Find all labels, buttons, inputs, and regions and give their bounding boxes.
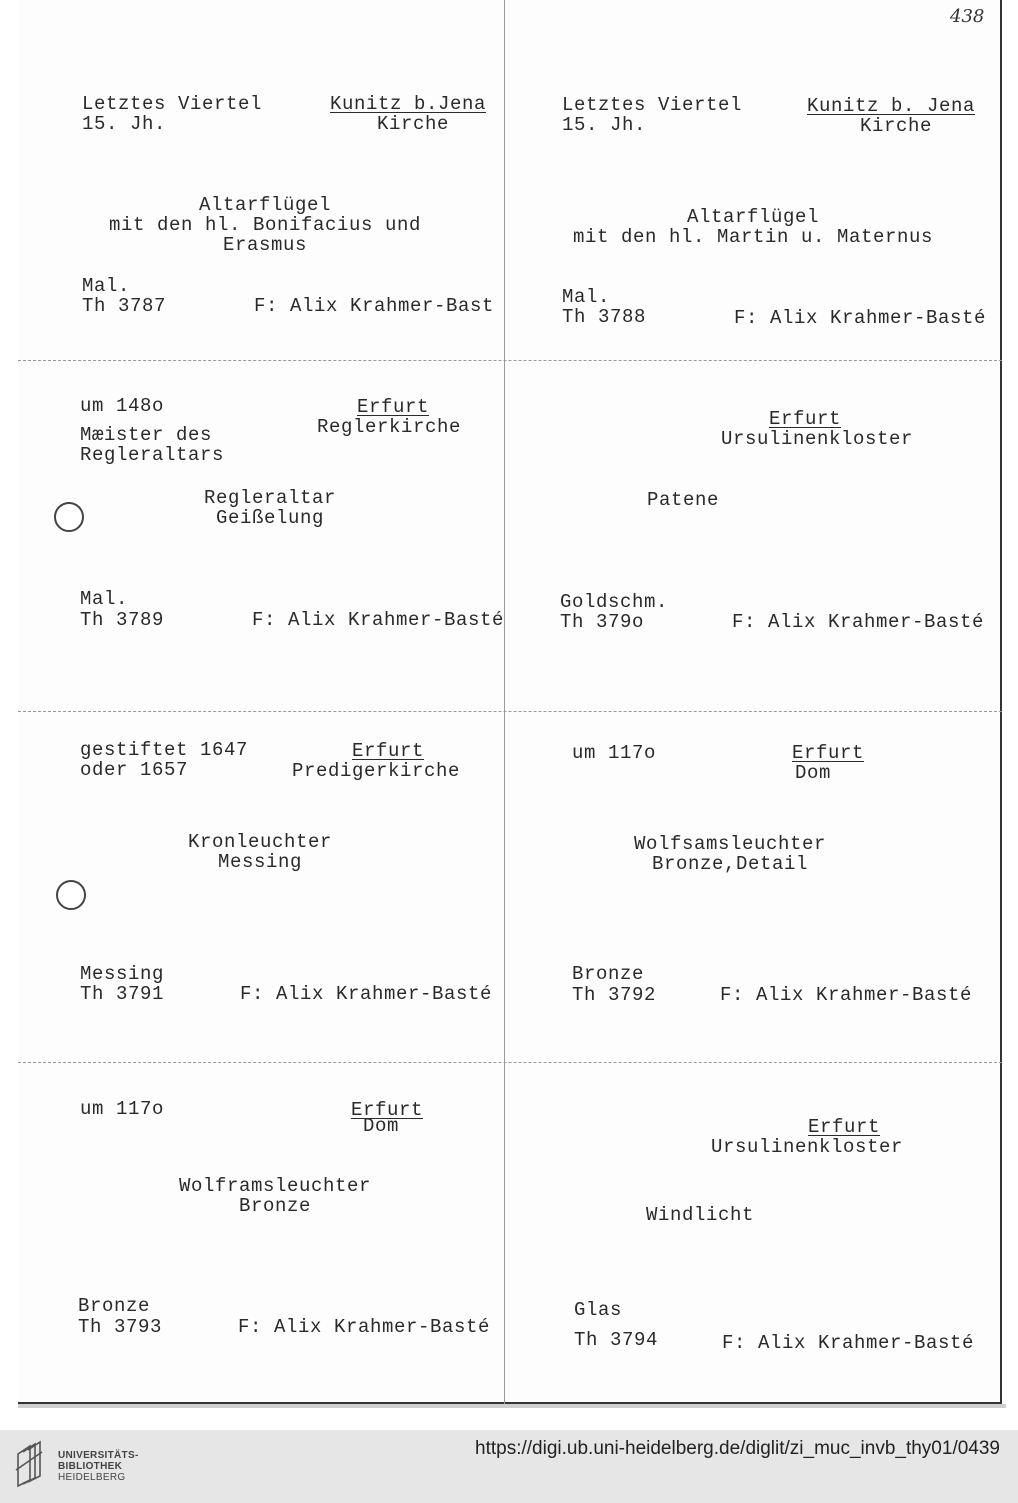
card-photographer: F: Alix Krahmer-Basté bbox=[720, 984, 973, 1006]
card-divider-vertical bbox=[504, 0, 505, 1404]
card-building: Kirche bbox=[859, 115, 932, 137]
card-signature: Th 3788 bbox=[562, 306, 647, 328]
card-signature: Th 3789 bbox=[80, 609, 165, 631]
card-photographer: F: Alix Krahmer-Bast bbox=[254, 295, 495, 317]
punch-hole bbox=[54, 502, 84, 532]
library-logo-icon bbox=[12, 1440, 52, 1488]
card-divider-horizontal bbox=[18, 1062, 1002, 1063]
card-location: Erfurt bbox=[807, 1116, 880, 1138]
card-title: Wolfsamsleuchter Bronze,Detail bbox=[633, 833, 827, 875]
logo-line-2: BIBLIOTHEK bbox=[58, 1461, 123, 1472]
card-category: Mal. bbox=[82, 275, 131, 297]
footer-bar bbox=[0, 1430, 1018, 1503]
card-category: Messing bbox=[80, 963, 165, 985]
card-building: Reglerkirche bbox=[316, 416, 462, 438]
card-category: Mal. bbox=[562, 286, 611, 308]
card-title: Wolframsleuchter Bronze bbox=[178, 1175, 372, 1217]
card-location: Kunitz b.Jena bbox=[329, 93, 487, 115]
card-date: Letztes Viertel 15. Jh. bbox=[82, 93, 263, 135]
card-building: Ursulinenkloster bbox=[720, 428, 914, 450]
card-photographer: F: Alix Krahmer-Basté bbox=[734, 307, 987, 329]
card-building: Dom bbox=[362, 1115, 399, 1137]
card-signature: Th 3793 bbox=[78, 1316, 163, 1338]
card-photographer: F: Alix Krahmer-Basté bbox=[722, 1332, 975, 1354]
page-number: 438 bbox=[950, 6, 985, 27]
card-title: Kronleuchter Messing bbox=[187, 831, 333, 873]
card-signature: Th 3787 bbox=[82, 295, 167, 317]
library-logo-text bbox=[58, 1450, 139, 1483]
card-location: Erfurt bbox=[356, 396, 429, 418]
card-signature: Th 3791 bbox=[80, 983, 165, 1005]
card-title: Altarflügel mit den hl. Bonifacius und Erasmus bbox=[108, 194, 422, 256]
card-divider-horizontal bbox=[18, 360, 1002, 361]
card-artist: Mæister des Regleraltars bbox=[80, 424, 225, 466]
card-title: Patene bbox=[646, 489, 719, 511]
card-category: Bronze bbox=[572, 963, 645, 985]
punch-hole bbox=[56, 880, 86, 910]
card-location: Erfurt bbox=[768, 408, 841, 430]
card-date: um 117o bbox=[572, 742, 657, 764]
card-building: Ursulinenkloster bbox=[710, 1136, 904, 1158]
card-photographer: F: Alix Krahmer-Basté bbox=[240, 983, 493, 1005]
card-category: Bronze bbox=[78, 1295, 151, 1317]
card-building: Kirche bbox=[376, 113, 449, 135]
card-signature: Th 3794 bbox=[574, 1329, 659, 1351]
card-date: Letztes Viertel 15. Jh. bbox=[562, 94, 743, 136]
card-date: um 117o bbox=[80, 1098, 165, 1120]
logo-line-1: UNIVERSITÄTS- bbox=[58, 1450, 139, 1461]
card-date: gestiftet 1647 oder 1657 bbox=[80, 739, 249, 781]
source-url[interactable]: https://digi.ub.uni-heidelberg.de/diglit/zi_muc_invb_thy01/0439 bbox=[475, 1438, 1000, 1459]
card-signature: Th 3792 bbox=[572, 984, 657, 1006]
card-date: um 148o bbox=[80, 395, 165, 417]
scan-edge bbox=[18, 1404, 1006, 1408]
card-location: Erfurt bbox=[350, 1099, 423, 1121]
card-building: Predigerkirche bbox=[291, 760, 461, 782]
card-building: Dom bbox=[794, 762, 831, 784]
card-location: Kunitz b. Jena bbox=[806, 95, 976, 117]
logo-line-3: HEIDELBERG bbox=[58, 1472, 126, 1483]
card-title: Windlicht bbox=[645, 1204, 755, 1226]
card-category: Goldschm. bbox=[560, 591, 669, 613]
card-category: Glas bbox=[574, 1299, 623, 1321]
card-title: Regleraltar Geißelung bbox=[203, 487, 337, 529]
card-title: Altarflügel mit den hl. Martin u. Maternus bbox=[572, 206, 934, 248]
card-photographer: F: Alix Krahmer-Basté bbox=[238, 1316, 491, 1338]
card-location: Erfurt bbox=[791, 742, 864, 764]
card-divider-horizontal bbox=[18, 711, 1002, 712]
card-photographer: F: Alix Krahmer-Basté bbox=[252, 609, 505, 631]
card-category: Mal. bbox=[80, 588, 129, 610]
card-location: Erfurt bbox=[351, 740, 424, 762]
card-photographer: F: Alix Krahmer-Basté bbox=[732, 611, 985, 633]
card-signature: Th 379o bbox=[560, 611, 645, 633]
